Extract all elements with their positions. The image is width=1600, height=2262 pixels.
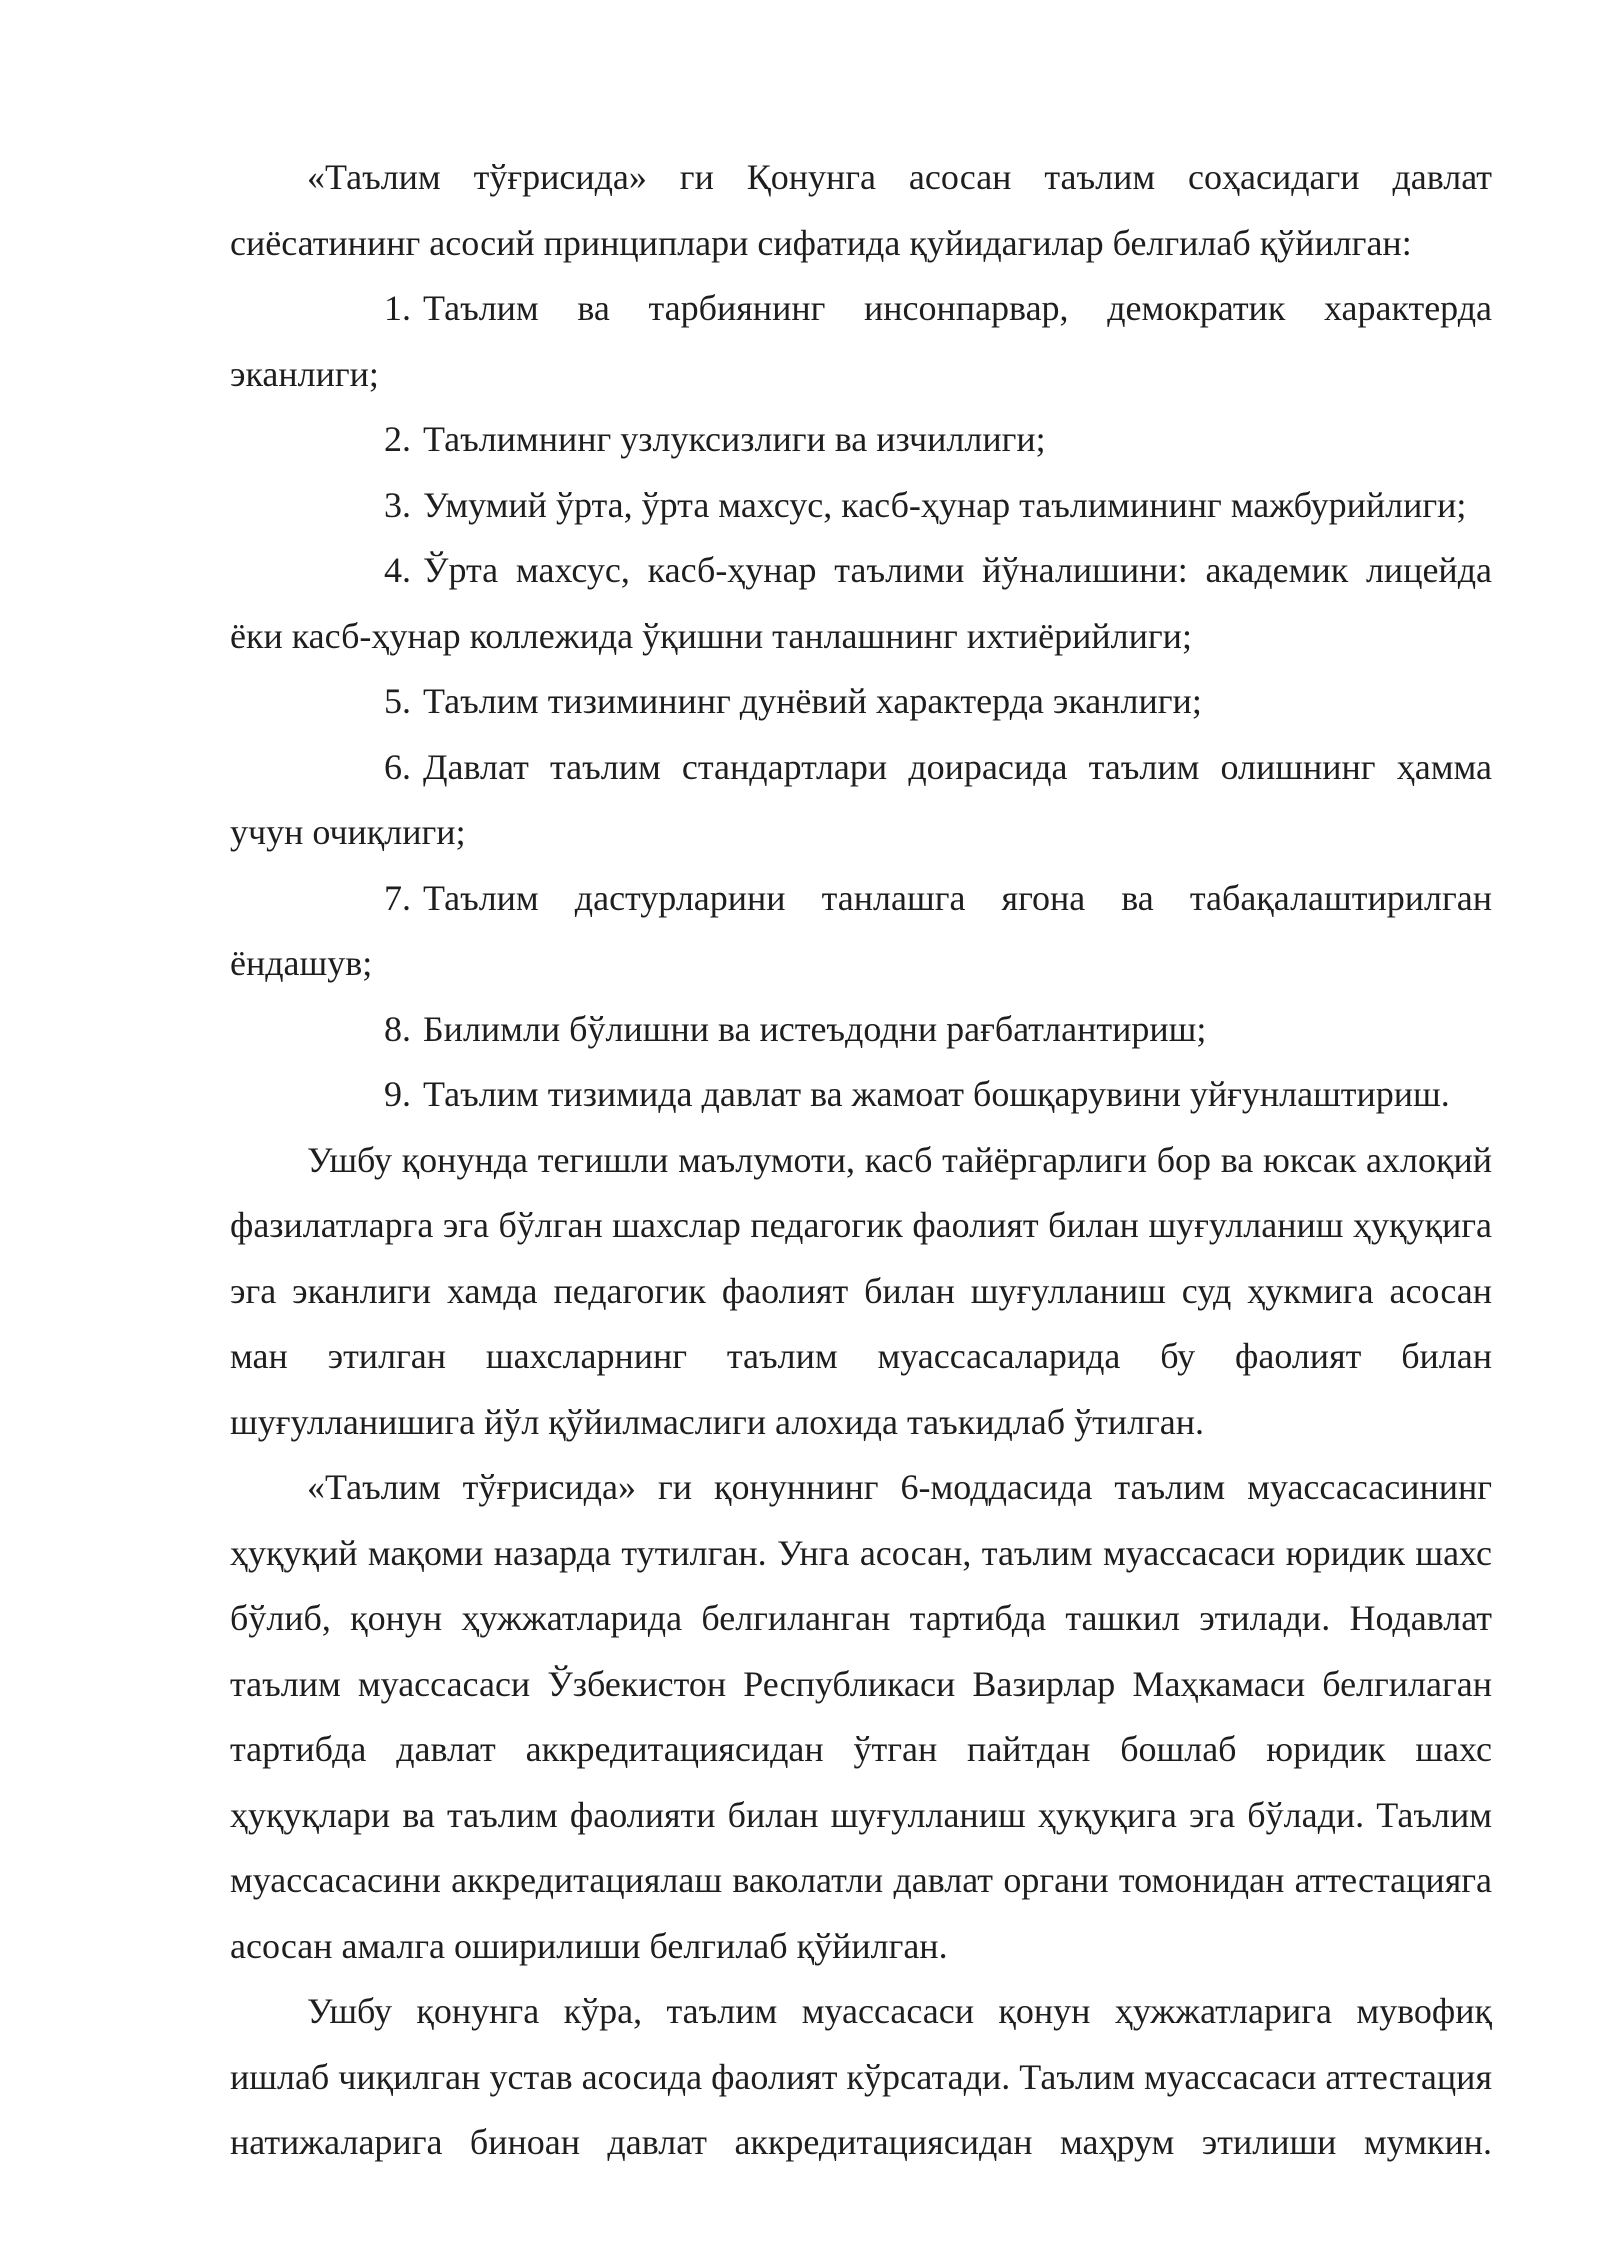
list-number: 1. <box>384 288 411 328</box>
list-item <box>230 1062 1492 1128</box>
list-item <box>230 997 1492 1063</box>
intro-paragraph: «Таълим тўғрисида» ги Қонунга асосан таълим соҳасидаги давлат сиёсатининг асосий принциплари сифатида қуйидагилар белгилаб қўйилган: <box>230 157 1492 263</box>
list-number: 9. <box>384 1074 411 1114</box>
rights-paragraph: Ушбу қонунда тегишли маълумоти, касб тайёргарлиги бор ва юксак ахлоқий фазилатларга эга бўлган шахслар педагогик фаолият билан шуғулланиш ҳуқуқига эга эканлиги хамда педагогик фаолият билан шуғулланиш суд ҳукмига асосан ман этилган шахсларнинг таълим муассасаларида бу фаолият билан шуғулланишига йўл қўйилмаслиги алохида таъкидлаб ўтилган. <box>230 1139 1492 1442</box>
list-item <box>230 538 1492 669</box>
list-item <box>230 407 1492 473</box>
article-6-paragraph: «Таълим тўғрисида» ги қонуннинг 6-моддасида таълим муассасасининг ҳуқуқий мақоми назарда тутилган. Унга асосан, таълим муассасаси юридик шахс бўлиб, қонун ҳужжатларида белгиланган тартибда ташкил этилади. Нодавлат таълим муассасаси Ўзбекистон Республикаси Вазирлар Маҳкамаси белгилаган тартибда давлат аккредитациясидан ўтган пайтдан бошлаб юридик шахс ҳуқуқлари ва таълим фаолияти билан шуғулланиш ҳуқуқига эга бўлади. Таълим муассасасини аккредитациялаш ваколатли давлат органи томонидан аттестацияга асосан амалга оширилиши белгилаб қўйилган. <box>230 1467 1492 1966</box>
list-number: 7. <box>384 877 411 918</box>
list-item <box>230 735 1492 866</box>
list-text: Таълим тизимида давлат ва жамоат бошқарувини уйғунлаштириш. <box>423 1074 1450 1114</box>
list-text: Ўрта махсус, касб-ҳунар таълими йўналишини: академик лицейда ёки касб-ҳунар коллежида ўқишни танлашнинг ихтиёрийлиги; <box>230 550 1492 656</box>
list-item <box>230 276 1492 407</box>
list-text: Таълим ва тарбиянинг инсонпарвар, демократик характерда эканлиги; <box>230 288 1492 394</box>
list-text: Таълим дастурларини танлашга ягона ва табақалаштирилган ёндашув; <box>230 877 1492 983</box>
list-number: 5. <box>384 681 411 721</box>
list-text: Таълим тизимининг дунёвий характерда эканлиги; <box>423 681 1202 721</box>
document-page <box>230 145 1492 2176</box>
list-text: Давлат таълим стандартлари доирасида таълим олишнинг ҳамма учун очиқлиги; <box>230 746 1492 852</box>
list-number: 4. <box>384 550 411 590</box>
list-text: Билимли бўлишни ва истеъдодни рағбатлантириш; <box>423 1008 1207 1049</box>
list-text: Таълимнинг узлуксизлиги ва изчиллиги; <box>423 419 1046 459</box>
list-number: 3. <box>384 484 411 525</box>
principles-list <box>230 276 1492 1128</box>
list-text: Умумий ўрта, ўрта махсус, касб-ҳунар таълимининг мажбурийлиги; <box>423 484 1467 525</box>
list-item <box>230 669 1492 735</box>
list-number: 6. <box>384 746 411 787</box>
list-number: 8. <box>384 1008 411 1049</box>
list-item <box>230 866 1492 997</box>
list-number: 2. <box>384 419 411 459</box>
charter-paragraph: Ушбу қонунга кўра, таълим муассасаси қонун ҳужжатларига мувофиқ ишлаб чиқилган устав асосида фаолият кўрсатади. Таълим муассасаси аттестация натижаларига биноан давлат аккредитациясидан маҳрум этилиши мумкин. <box>230 1991 1492 2162</box>
list-item <box>230 473 1492 539</box>
